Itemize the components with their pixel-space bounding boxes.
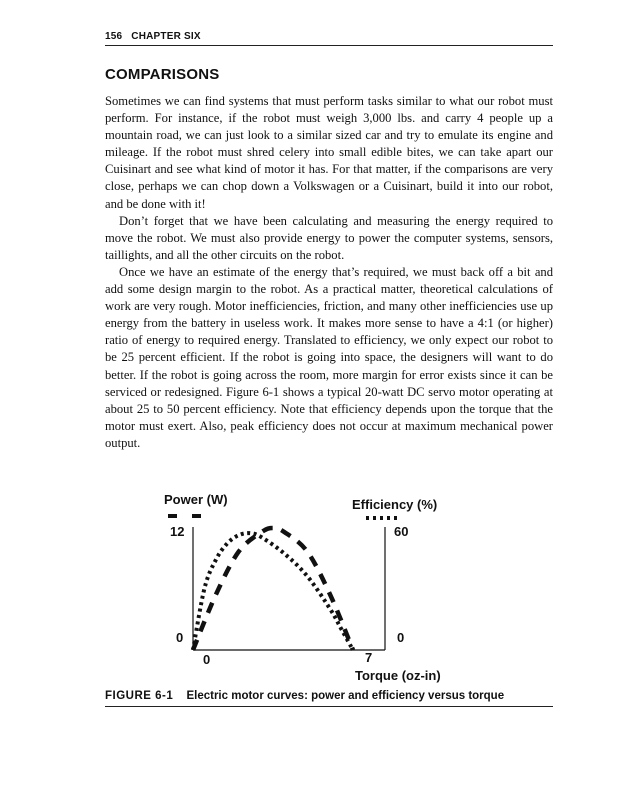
paragraph: Sometimes we can find systems that must perform tasks similar to what our robot must perform. For instance, if the robot must weigh 3,000 lbs. and carry 4 people up a mountain road, we can just look to a similar sized car and try to emulate its engine and mileage. If the robot must shred celery into small edible bites, we can take apart our Cuisinart and see what kind of motor it has. For that matter, if the comparisons are very close, perhaps we can chop down a Volkswagen or a Cuisinart, build it into our robot, and be done with it!: [105, 94, 553, 211]
x-axis-max-tick: 7: [365, 650, 373, 665]
right-axis-title: Efficiency (%): [352, 497, 438, 512]
x-axis-title: Torque (oz-in): [355, 668, 441, 683]
figure-number: FIGURE 6-1: [105, 690, 174, 702]
left-axis-max-tick: 12: [170, 524, 185, 539]
power-curve: [193, 528, 353, 650]
left-axis-title: Power (W): [164, 492, 228, 507]
left-axis-zero-tick: 0: [176, 630, 184, 645]
right-axis-zero-tick: 0: [397, 630, 405, 645]
x-axis-zero-tick: 0: [203, 652, 211, 667]
page-number: 156: [105, 31, 123, 42]
paragraph: Don’t forget that we have been calculating and measuring the energy required to move the robot. We must also provide energy to power the computer systems, sensors, taillights, and all the other circuits on the robot.: [105, 213, 553, 262]
right-axis-max-tick: 60: [394, 524, 409, 539]
chapter-title: CHAPTER SIX: [131, 31, 201, 42]
figure-caption-text: Electric motor curves: power and efficiency versus torque: [186, 690, 505, 702]
efficiency-curve: [193, 533, 353, 650]
body-text: [105, 93, 553, 452]
section-title: COMPARISONS: [105, 66, 220, 83]
running-head: [105, 31, 553, 46]
paragraph: Once we have an estimate of the energy that’s required, we must back off a bit and add some design margin to the robot. As a practical matter, theoretical calculations of work are very rough. Motor inefficiencies, friction, and many other inefficiencies use up energy from the battery in useless work. It makes more sense to have a 4:1 (or higher) ratio of energy to required energy. Translated to efficiency, we only expect our robot to be 25 percent efficient. If the robot is going into space, the designers will want to do better. If the robot is going across the room, more margin for error exists since it can be serviced or redesigned. Figure 6-1 shows a typical 20-watt DC servo motor operating at about 25 to 50 percent efficiency. Note that efficiency depends upon the torque that the motor must exert. Also, peak efficiency does not occur at maximum mechanical power output.: [105, 264, 553, 450]
figure-caption: [105, 690, 553, 707]
